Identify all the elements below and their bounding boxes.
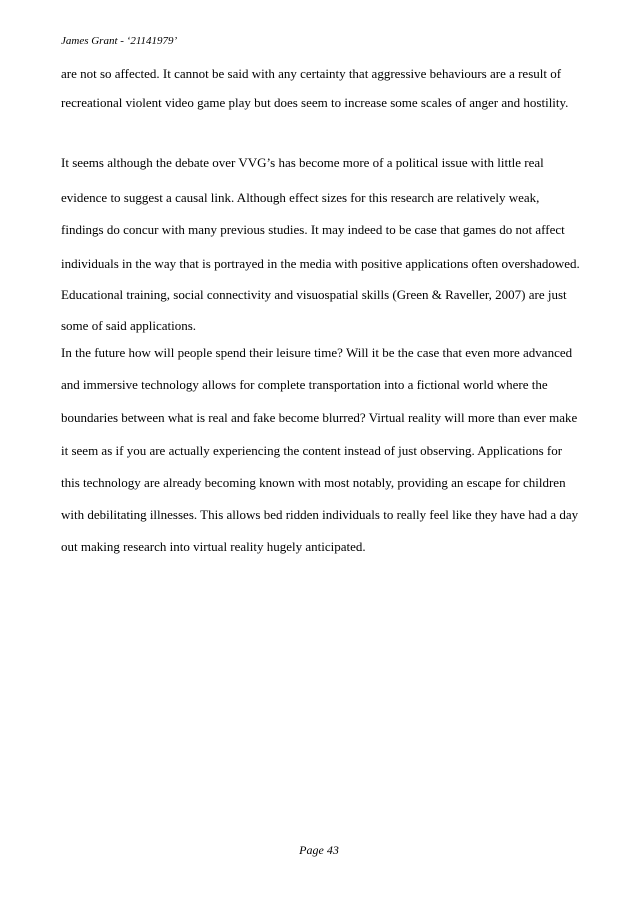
body-text-line: out making research into virtual reality hugely anticipated.	[61, 539, 366, 554]
body-text-line: It seems although the debate over VVG’s has become more of a political issue with little real	[61, 155, 544, 170]
page-number: Page 43	[299, 843, 339, 857]
body-text-line: recreational violent video game play but does seem to increase some scales of anger and hostility.	[61, 95, 569, 110]
running-header: James Grant - ‘21141979’	[61, 35, 178, 47]
body-text-line: this technology are already becoming known with most notably, providing an escape for children	[61, 475, 566, 490]
body-text-line: evidence to suggest a causal link. Although effect sizes for this research are relatively weak,	[61, 190, 540, 205]
body-text-line: boundaries between what is real and fake become blurred? Virtual reality will more than ever make	[61, 410, 578, 425]
body-text-line: are not so affected. It cannot be said with any certainty that aggressive behaviours are a result of	[61, 66, 562, 81]
body-text-line: Educational training, social connectivity and visuospatial skills (Green & Raveller, 2007) are just	[61, 287, 567, 302]
body-text-line: with debilitating illnesses. This allows bed ridden individuals to really feel like they have had a day	[61, 507, 579, 522]
body-text-line: and immersive technology allows for complete transportation into a fictional world where the	[61, 377, 548, 392]
body-text-line: In the future how will people spend their leisure time? Will it be the case that even more advanced	[61, 345, 573, 360]
body-text-line: findings do concur with many previous studies. It may indeed to be case that games do not affect	[61, 222, 565, 237]
body-text-line: some of said applications.	[61, 318, 197, 333]
body-text-line: it seem as if you are actually experiencing the content instead of just observing. Applications for	[61, 443, 563, 458]
body-text-line: individuals in the way that is portrayed in the media with positive applications often overshadowed.	[61, 256, 580, 271]
